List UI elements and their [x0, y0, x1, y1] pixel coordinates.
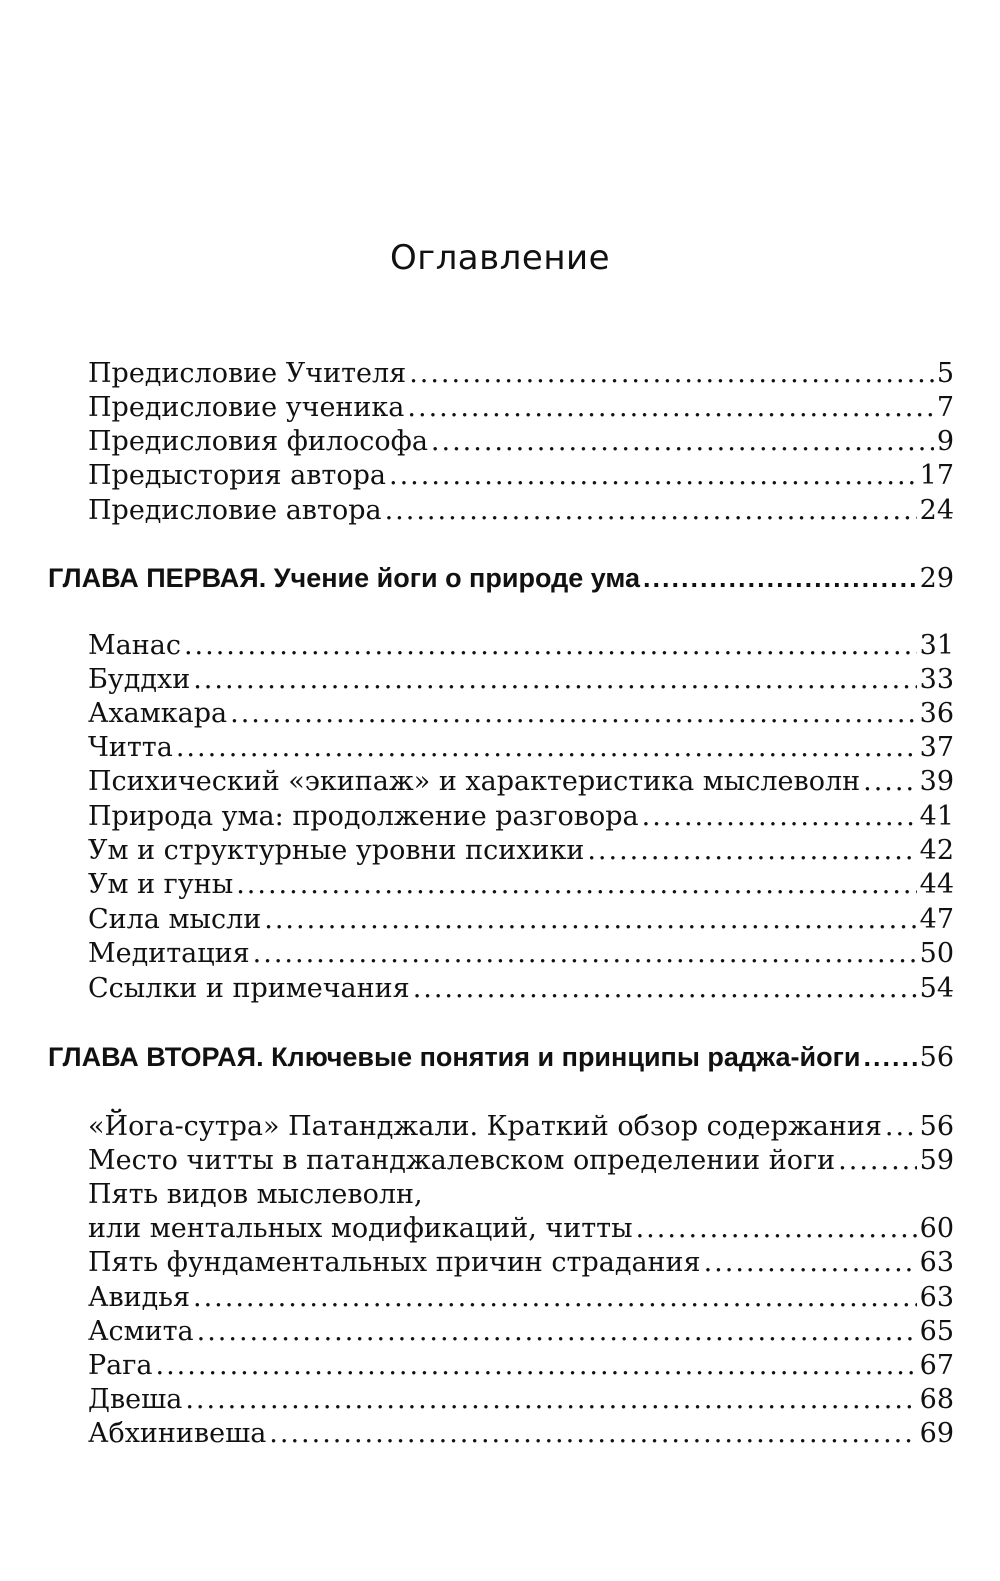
toc-entry-page: 33: [919, 664, 954, 695]
toc-chapter-label: ГЛАВА ПЕРВАЯ. Учение йоги о природе ума: [48, 563, 641, 593]
toc-entry-label: Ум и структурные уровни психики: [88, 835, 585, 866]
toc-chapter-label: ГЛАВА ВТОРАЯ. Ключевые понятия и принципы раджа-йоги: [48, 1042, 861, 1072]
toc-entry-page: 67: [919, 1350, 954, 1381]
dot-leader: [264, 903, 916, 937]
dot-leader: [385, 494, 917, 528]
dot-leader: [185, 1383, 916, 1417]
toc-entry[interactable]: [88, 1110, 954, 1144]
dot-leader: [230, 697, 917, 731]
dot-leader: [269, 1417, 916, 1451]
toc-entry[interactable]: [88, 391, 954, 425]
toc-entry-page: 56: [919, 1111, 954, 1142]
toc-entry-page: 44: [919, 869, 954, 900]
toc-entry-label: Рага: [88, 1350, 153, 1381]
dot-leader: [236, 868, 916, 902]
toc-entry[interactable]: [88, 1212, 954, 1246]
toc-entry-page: 50: [919, 938, 954, 969]
toc-entry[interactable]: [88, 972, 954, 1006]
toc-entry[interactable]: [88, 834, 954, 868]
dot-leader: [193, 663, 916, 697]
dot-leader: [409, 357, 934, 391]
toc-entry[interactable]: [88, 1144, 954, 1178]
toc-entry-label: Сила мысли: [88, 904, 262, 935]
toc-entry[interactable]: [88, 800, 954, 834]
toc-entry-page: 39: [919, 766, 954, 797]
dot-leader: [184, 629, 917, 663]
dot-leader: [431, 425, 934, 459]
toc-entry[interactable]: [88, 765, 954, 799]
dot-leader: [197, 1315, 917, 1349]
toc-entry-label: Предисловие автора: [88, 495, 382, 526]
toc-entry-label: Медитация: [88, 938, 250, 969]
toc-entry[interactable]: [88, 629, 954, 663]
toc-entry-label: Асмита: [88, 1316, 194, 1347]
dot-leader: [643, 561, 917, 595]
toc-entry-label: Манас: [88, 630, 181, 661]
toc-entry-page: 7: [936, 392, 954, 423]
dot-leader: [704, 1246, 917, 1280]
toc-entry-label: Пять видов мыслеволн,: [88, 1179, 423, 1210]
toc-entry-page: 42: [919, 835, 954, 866]
dot-leader: [838, 1144, 916, 1178]
dot-leader: [863, 765, 917, 799]
toc-entry[interactable]: [88, 1349, 954, 1383]
toc-entry[interactable]: [88, 494, 954, 528]
toc-entry-page: 69: [919, 1418, 954, 1449]
toc-chapter-heading[interactable]: [48, 561, 954, 596]
toc-entry-page: 41: [919, 801, 954, 832]
dot-leader: [642, 800, 917, 834]
toc-chapter-page: 29: [919, 563, 954, 594]
toc-entry-page: 24: [919, 495, 954, 526]
toc-entry[interactable]: [88, 1383, 954, 1417]
toc-entry-page: 36: [919, 698, 954, 729]
toc-entry-page: 5: [936, 358, 954, 389]
toc-entry[interactable]: [88, 425, 954, 459]
toc-entry-label: Ум и гуны: [88, 869, 234, 900]
toc-entry-page: 9: [936, 426, 954, 457]
toc-entry-page: 60: [919, 1213, 954, 1244]
toc-chapter-page: 56: [919, 1042, 954, 1073]
toc-entry-page: 63: [919, 1247, 954, 1278]
toc-entry-label: «Йога-сутра» Патанджали. Краткий обзор содержания: [88, 1111, 882, 1142]
dot-leader: [253, 937, 917, 971]
dot-leader: [636, 1212, 917, 1246]
dot-leader: [193, 1281, 917, 1315]
dot-leader: [863, 1040, 916, 1074]
dot-leader: [389, 459, 917, 493]
toc-entry-label: Ссылки и примечания: [88, 973, 410, 1004]
toc-entry-page: 68: [919, 1384, 954, 1415]
toc-entry-label: Читта: [88, 732, 173, 763]
dot-leader: [413, 972, 917, 1006]
toc-entry[interactable]: [88, 868, 954, 902]
toc-entry[interactable]: [88, 1417, 954, 1451]
toc-entry-label: Ахамкара: [88, 698, 228, 729]
toc-entry-label: Буддхи: [88, 664, 191, 695]
toc-entry-label: Предисловие ученика: [88, 392, 405, 423]
toc-entry[interactable]: [88, 1315, 954, 1349]
toc-entry[interactable]: [88, 1281, 954, 1315]
dot-leader: [407, 391, 933, 425]
toc-entry[interactable]: [88, 663, 954, 697]
toc-entry[interactable]: [88, 1246, 954, 1280]
page-title: Оглавление: [389, 238, 611, 278]
toc-entry-page: 65: [919, 1316, 954, 1347]
toc-entry[interactable]: [88, 731, 954, 765]
toc-entry[interactable]: [88, 697, 954, 731]
toc-entry-page: 63: [919, 1282, 954, 1313]
toc-entry-label: Авидья: [88, 1282, 191, 1313]
toc-entry-label: Психический «экипаж» и характеристика мыслеволн: [88, 766, 861, 797]
toc-entry[interactable]: [88, 357, 954, 391]
dot-leader: [885, 1110, 917, 1144]
toc-entry-label: Пять фундаментальных причин страдания: [88, 1247, 701, 1278]
toc-entry[interactable]: [88, 937, 954, 971]
toc-entry-label: Предисловия философа: [88, 426, 428, 457]
dot-leader: [176, 731, 917, 765]
toc-entry-page: 54: [919, 973, 954, 1004]
toc-entry-label: Природа ума: продолжение разговора: [88, 801, 639, 832]
toc-chapter-heading[interactable]: [48, 1040, 954, 1075]
toc-entry[interactable]: [88, 459, 954, 493]
toc-entry-page: 59: [919, 1145, 954, 1176]
toc-entry-label: Предисловие Учителя: [88, 358, 407, 389]
toc-entry-label: или ментальных модификаций, читты: [88, 1213, 633, 1244]
toc-entry-page: 47: [919, 904, 954, 935]
toc-entry-page: 17: [919, 460, 954, 491]
toc-entry-label: Двеша: [88, 1384, 183, 1415]
toc-entry-page: 31: [919, 630, 954, 661]
toc-entry-label: Предыстория автора: [88, 460, 387, 491]
toc-entry-label: Абхинивеша: [88, 1418, 267, 1449]
toc-entry-page: 37: [919, 732, 954, 763]
dot-leader: [587, 834, 916, 868]
toc-entry[interactable]: [88, 903, 954, 937]
dot-leader: [156, 1349, 917, 1383]
toc-entry-label: Место читты в патанджалевском определении йоги: [88, 1145, 836, 1176]
